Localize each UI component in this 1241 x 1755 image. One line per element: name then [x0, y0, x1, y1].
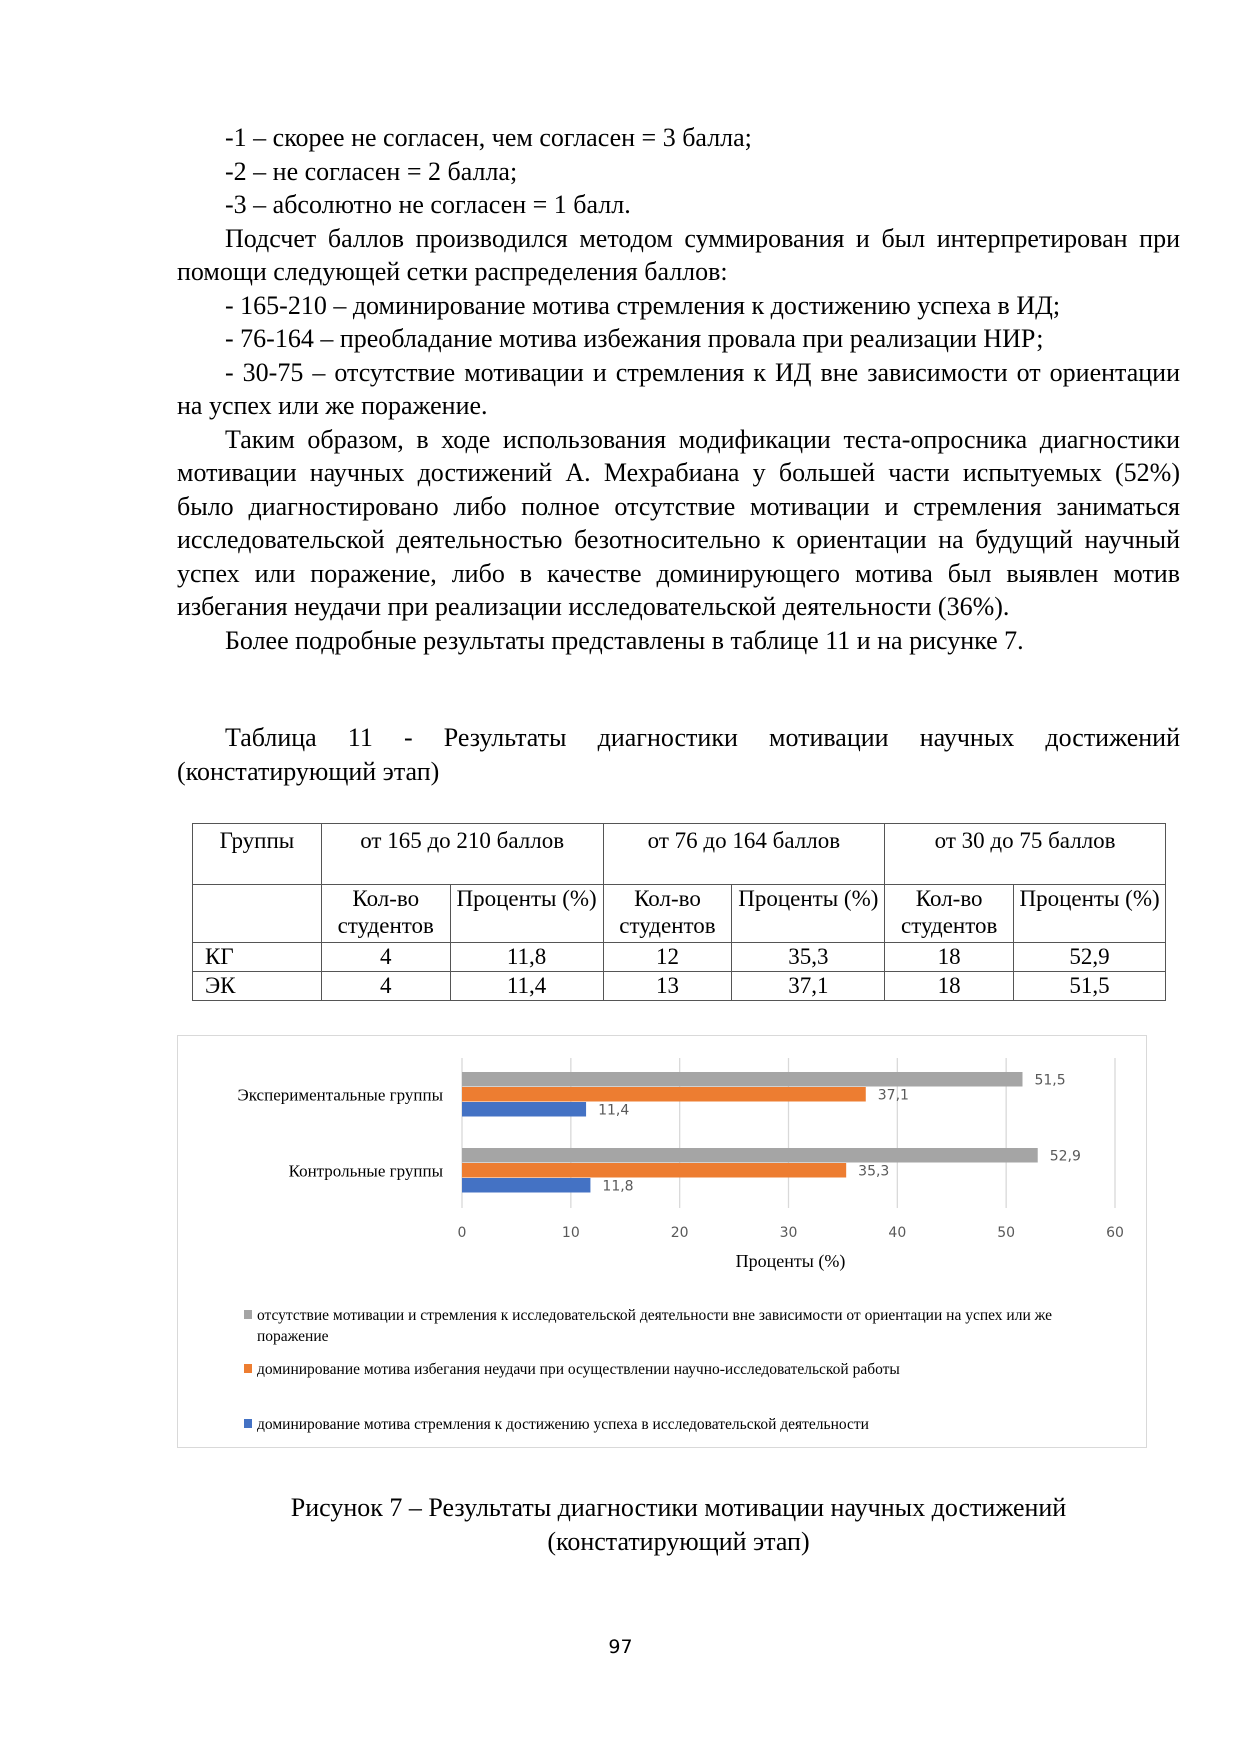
- cell: 4: [321, 943, 450, 972]
- header-count: Кол-во студентов: [603, 885, 732, 943]
- legend-swatch-blue: [244, 1419, 252, 1428]
- paragraph-conclusion: Таким образом, в ходе использования модификации теста-опросника диагностики мотивации научных достижений А. Мехрабиана у большей части испытуемых (52%) было диагностировано либо полное отсутствие мотивации и стремления заниматься исследовательской деятельностью безотносительно к ориентации на будущий научный успех или поражение, либо в качестве доминирующего мотива был выявлен мотив избегания неудачи при реализации исследовательской деятельности (36%).: [177, 424, 1180, 621]
- x-tick-label: 50: [997, 1225, 1016, 1241]
- header-groups: Группы: [193, 824, 322, 885]
- cell: 4: [321, 972, 450, 1001]
- table-caption: Таблица 11 - Результаты диагностики мотивации научных достижений (констатирующий этап): [177, 723, 1180, 786]
- paragraph-scoring: Подсчет баллов производился методом суммирования и был интерпретирован при помощи следующей сетки распределения баллов:: [177, 223, 1180, 286]
- data-label: 35,3: [858, 1163, 890, 1180]
- header-empty: [193, 885, 322, 943]
- header-range-low: от 30 до 75 баллов: [885, 824, 1166, 885]
- table-row: [193, 943, 1166, 972]
- data-label: 51,5: [1034, 1072, 1066, 1089]
- cell: 51,5: [1014, 972, 1166, 1001]
- row-group: КГ: [193, 943, 322, 972]
- x-tick-label: 0: [457, 1225, 467, 1241]
- cell: 18: [885, 972, 1014, 1001]
- data-label: 11,8: [602, 1178, 634, 1195]
- cell: 12: [603, 943, 732, 972]
- table-subheader-row: [193, 885, 1166, 943]
- table-header-row: [193, 824, 1166, 885]
- data-label: 52,9: [1049, 1148, 1081, 1165]
- x-axis-title: Проценты (%): [735, 1251, 846, 1271]
- paragraph-reference: Более подробные результаты представлены в таблице 11 и на рисунке 7.: [225, 625, 1024, 655]
- legend-label: доминирование мотива стремления к достижению успеха в исследовательской деятельности: [257, 1416, 869, 1433]
- x-tick-label: 60: [1106, 1225, 1124, 1241]
- x-tick-label: 40: [888, 1225, 907, 1241]
- header-count: Кол-во студентов: [885, 885, 1014, 943]
- header-range-mid: от 76 до 164 баллов: [603, 824, 885, 885]
- x-tick-label: 10: [561, 1225, 580, 1241]
- legend-item: [244, 1305, 1104, 1347]
- category-label: Контрольные группы: [288, 1161, 443, 1181]
- legend-swatch-gray: [244, 1310, 252, 1319]
- body-text: [177, 121, 1180, 657]
- header-percent: Проценты (%): [450, 885, 603, 943]
- header-percent: Проценты (%): [1014, 885, 1166, 943]
- legend-item: [244, 1414, 1104, 1435]
- paragraph-scale-minus1: -1 – скорее не согласен, чем согласен = 3 балла;: [225, 123, 752, 152]
- header-range-high: от 165 до 210 баллов: [321, 824, 603, 885]
- x-tick-label: 20: [670, 1225, 689, 1241]
- figure-caption-line2: (констатирующий этап): [547, 1527, 810, 1556]
- table-row: [193, 972, 1166, 1001]
- figure-caption: [177, 1491, 1180, 1559]
- header-percent: Проценты (%): [732, 885, 885, 943]
- legend-item: [244, 1359, 1104, 1380]
- figure-caption-line1: Рисунок 7 – Результаты диагностики мотивации научных достижений: [290, 1493, 1067, 1522]
- category-label: Экспериментальные группы: [237, 1085, 443, 1105]
- x-tick-label: 30: [779, 1225, 798, 1241]
- cell: 35,3: [732, 943, 885, 972]
- legend-label: доминирование мотива избегания неудачи при осуществлении научно-исследовательской работы: [257, 1361, 900, 1378]
- cell: 18: [885, 943, 1014, 972]
- chart-legend: [244, 1305, 1104, 1435]
- data-label: 11,4: [598, 1102, 630, 1119]
- paragraph-scale-minus2: -2 – не согласен = 2 балла;: [225, 156, 518, 186]
- page-number: 97: [608, 1636, 633, 1658]
- paragraph-range-low: - 30-75 – отсутствие мотивации и стремления к ИД вне зависимости от ориентации на успех или же поражение.: [177, 357, 1180, 420]
- paragraph-range-mid: - 76-164 – преобладание мотива избежания провала при реализации НИР;: [225, 324, 1044, 353]
- legend-swatch-orange: [244, 1364, 252, 1373]
- paragraph-scale-minus3: -3 – абсолютно не согласен = 1 балл.: [225, 190, 631, 219]
- header-count: Кол-во студентов: [321, 885, 450, 943]
- row-group: ЭК: [193, 972, 322, 1001]
- legend-label: отсутствие мотивации и стремления к исследовательской деятельности вне зависимости от ориентации на успех или же поражение: [257, 1307, 1053, 1345]
- results-table: [192, 823, 1166, 1001]
- cell: 37,1: [732, 972, 885, 1001]
- cell: 11,8: [450, 943, 603, 972]
- cell: 52,9: [1014, 943, 1166, 972]
- cell: 13: [603, 972, 732, 1001]
- data-label: 37,1: [877, 1087, 909, 1104]
- paragraph-range-high: - 165-210 – доминирование мотива стремления к достижению успеха в ИД;: [225, 290, 1061, 320]
- cell: 11,4: [450, 972, 603, 1001]
